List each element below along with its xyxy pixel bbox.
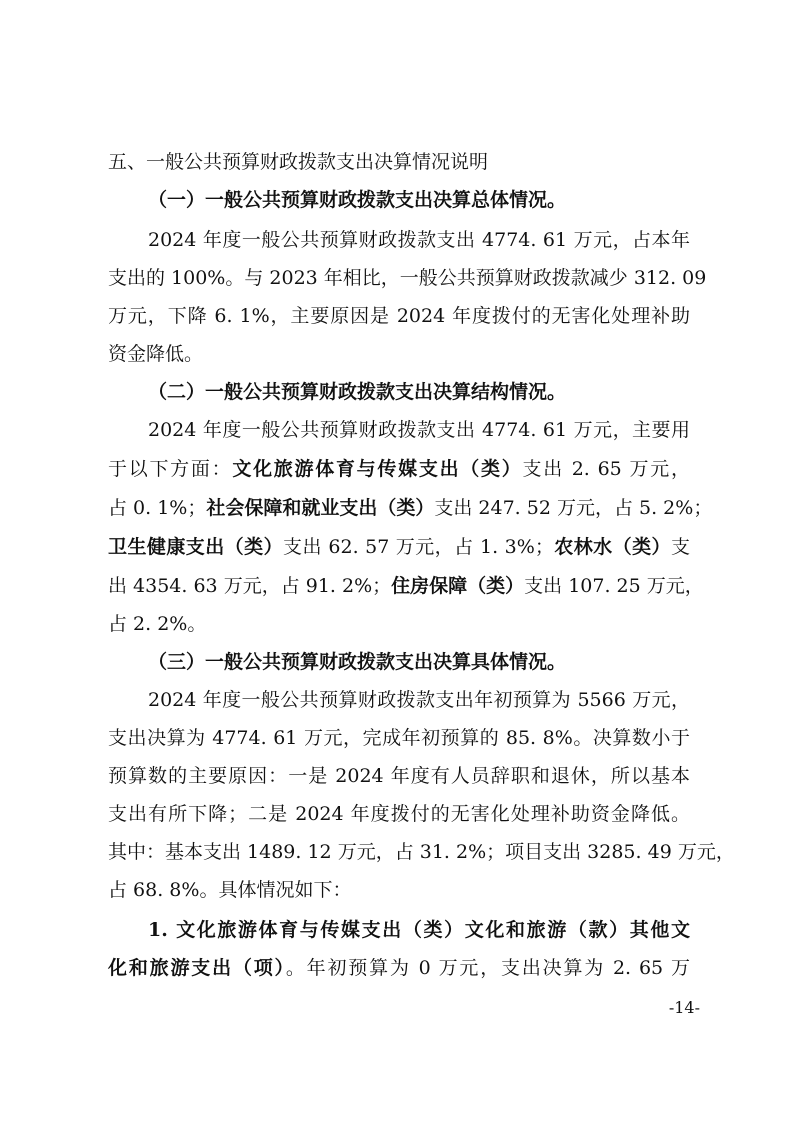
item1-line-2 [108, 956, 690, 980]
part1-line-3: 万元，下降 6. 1%，主要原因是 2024 年度拨付的无害化处理补助 [108, 305, 690, 327]
part2-line-2-intro: 于以下方面： [108, 458, 233, 480]
part2-line-3-share: 占 0. 1%； [108, 497, 207, 519]
part3-line-3: 预算数的主要原因：一是 2024 年度有人员辞职和退休，所以基本 [108, 765, 690, 787]
part1-heading: （一）一般公共预算财政拨款支出决算总体情况。 [148, 189, 567, 211]
category-health: 卫生健康支出（类） [108, 536, 284, 558]
part1-line-1: 2024 年度一般公共预算财政拨款支出 4774. 61 万元，占本年 [148, 229, 690, 251]
category-agriculture: 农林水（类） [553, 536, 671, 558]
part2-line-1: 2024 年度一般公共预算财政拨款支出 4774. 61 万元，主要用 [148, 419, 690, 441]
item1-category: 化和旅游支出（项） [108, 957, 286, 979]
category-social-security: 社会保障和就业支出（类） [206, 497, 435, 519]
part3-line-1: 2024 年度一般公共预算财政拨款支出年初预算为 5566 万元， [148, 689, 690, 711]
part3-heading: （三）一般公共预算财政拨款支出决算具体情况。 [148, 651, 567, 673]
part1-line-4: 资金降低。 [108, 343, 204, 365]
part2-line-3-amount: 支出 247. 52 万元，占 5. 2%； [434, 497, 713, 519]
category-culture: 文化旅游体育与传媒支出（类） [232, 458, 523, 480]
part3-line-4: 支出有所下降；二是 2024 年度拨付的无害化处理补助资金降低。 [108, 803, 690, 825]
part2-line-3 [108, 496, 713, 520]
item1-line-1: 1. 文化旅游体育与传媒支出（类）文化和旅游（款）其他文 [148, 919, 690, 941]
part2-line-4-tail: 支 [670, 536, 690, 558]
part3-line-2: 支出决算为 4774. 61 万元，完成年初预算的 85. 8%。决算数小于 [108, 727, 690, 749]
category-housing: 住房保障（类） [391, 575, 525, 597]
part3-line-5: 其中：基本支出 1489. 12 万元，占 31. 2%；项目支出 3285. 49 万元， [108, 841, 735, 863]
page-number: -14- [668, 998, 700, 1017]
part2-line-2-amount: 支出 2. 65 万元， [522, 458, 690, 480]
part1-line-2: 支出的 100%。与 2023 年相比，一般公共预算财政拨款减少 312. 09 [108, 267, 707, 289]
part2-heading: （二）一般公共预算财政拨款支出决算结构情况。 [148, 381, 567, 403]
part2-line-4-amount: 支出 62. 57 万元，占 1. 3%； [283, 536, 554, 558]
part2-line-4 [108, 535, 690, 559]
part2-line-6: 占 2. 2%。 [108, 613, 207, 635]
part2-line-2 [108, 457, 690, 481]
part2-line-5-amount: 出 4354. 63 万元，占 91. 2%； [108, 575, 392, 597]
item1-line-2-tail: 。年初预算为 0 万元，支出决算为 2. 65 万 [285, 957, 690, 979]
section-title: 五、一般公共预算财政拨款支出决算情况说明 [108, 151, 489, 173]
part2-line-5 [108, 574, 704, 598]
part3-line-6: 占 68. 8%。具体情况如下： [108, 879, 352, 901]
part2-line-5-tail: 支出 107. 25 万元， [524, 575, 704, 597]
